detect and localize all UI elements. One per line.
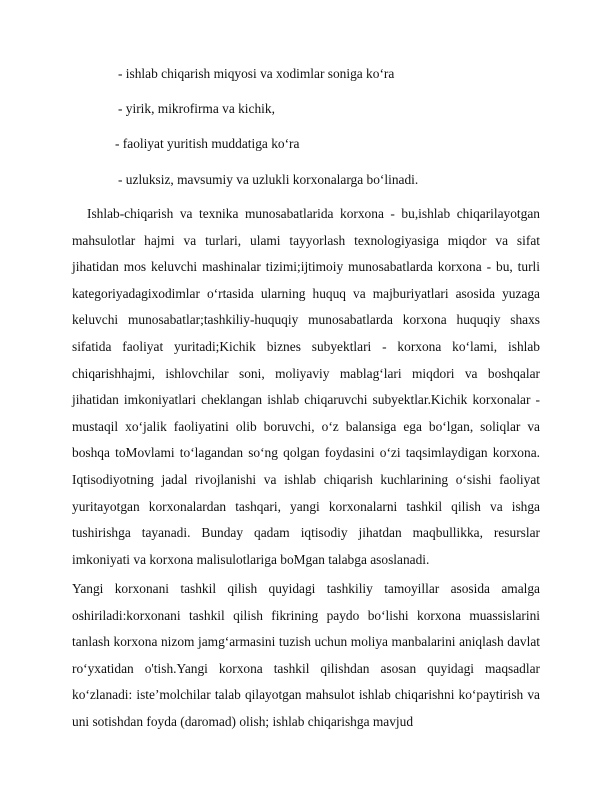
bullet-item: - ishlab chiqarish miqyosi va xodimlar soniga ko‘ra — [118, 66, 395, 81]
body-paragraph: Ishlab-chiqarish va texnika munosabatlarida korxona - bu,ishlab chiqarilayotgan mahsulotlar hajmi va turlari, ulami tayyorlash texnologiyasiga miqdor va sifat jihatidan mos keluvchi mashinalar tizimi;ijtimoiy munosabatlarda korxona - bu, turli kategoriyadagixodimlar o‘rtasida ularning huquq va majburiyatlari asosida yuzaga keluvchi munosabatlar;tashkiliy-huquqiy munosabatlarda korxona huquqiy shaxs sifatida faoliyat yuritadi;Kichik biznes subyektlari - korxona ko‘lami, ishlab chiqarishhajmi, ishlovchilar soni, moliyaviy mablag‘lari miqdori va boshqalar jihatidan imkoniyatlari cheklangan ishlab chiqaruvchi subyektlar.Kichik korxonalar - mustaqil xo‘jalik faoliyatini olib boruvchi, o‘z balansiga ega bo‘lgan, soliqlar va boshqa toMovlami to‘lagandan so‘ng qolgan foydasini o‘zi taqsimlaydigan korxona. Iqtisodiyotning jadal rivojlanishi va ishlab chiqarish kuchlarining o‘sishi faoliyat yuritayotgan korxonalardan tashqari, yangi korxonalarni tashkil qilish va ishga tushirishga tayanadi. Bunday qadam iqtisodiy jihatdan maqbullikka, resurslar imkoniyati va korxona malisulotlariga boMgan talabga asoslanadi. — [72, 206, 540, 567]
bullet-item: - uzluksiz, mavsumiy va uzlukli korxonalarga bo‘linadi. — [118, 172, 419, 187]
bullet-item: - yirik, mikrofirma va kichik, — [118, 101, 275, 116]
body-paragraph: Yangi korxonani tashkil qilish quyidagi tashkiliy tamoyillar asosida amalga oshiriladi:korxonani tashkil qilish fikrining paydo bo‘lishi korxona muassislarini tanlash korxona nizom jamg‘armasini tuzish uchun moliya manbalarini aniqlash davlat ro‘yxatidan o'tish.Yangi korxona tashkil qilishdan asosan quyidagi maqsadlar ko‘zlanadi: iste’molchilar talab qilayotgan mahsulot ishlab chiqarishni ko‘paytirish va uni sotishdan foyda (daromad) olish; ishlab chiqarishga mavjud — [72, 581, 540, 729]
bullet-item: - faoliyat yuritish muddatiga ko‘ra — [115, 136, 300, 151]
